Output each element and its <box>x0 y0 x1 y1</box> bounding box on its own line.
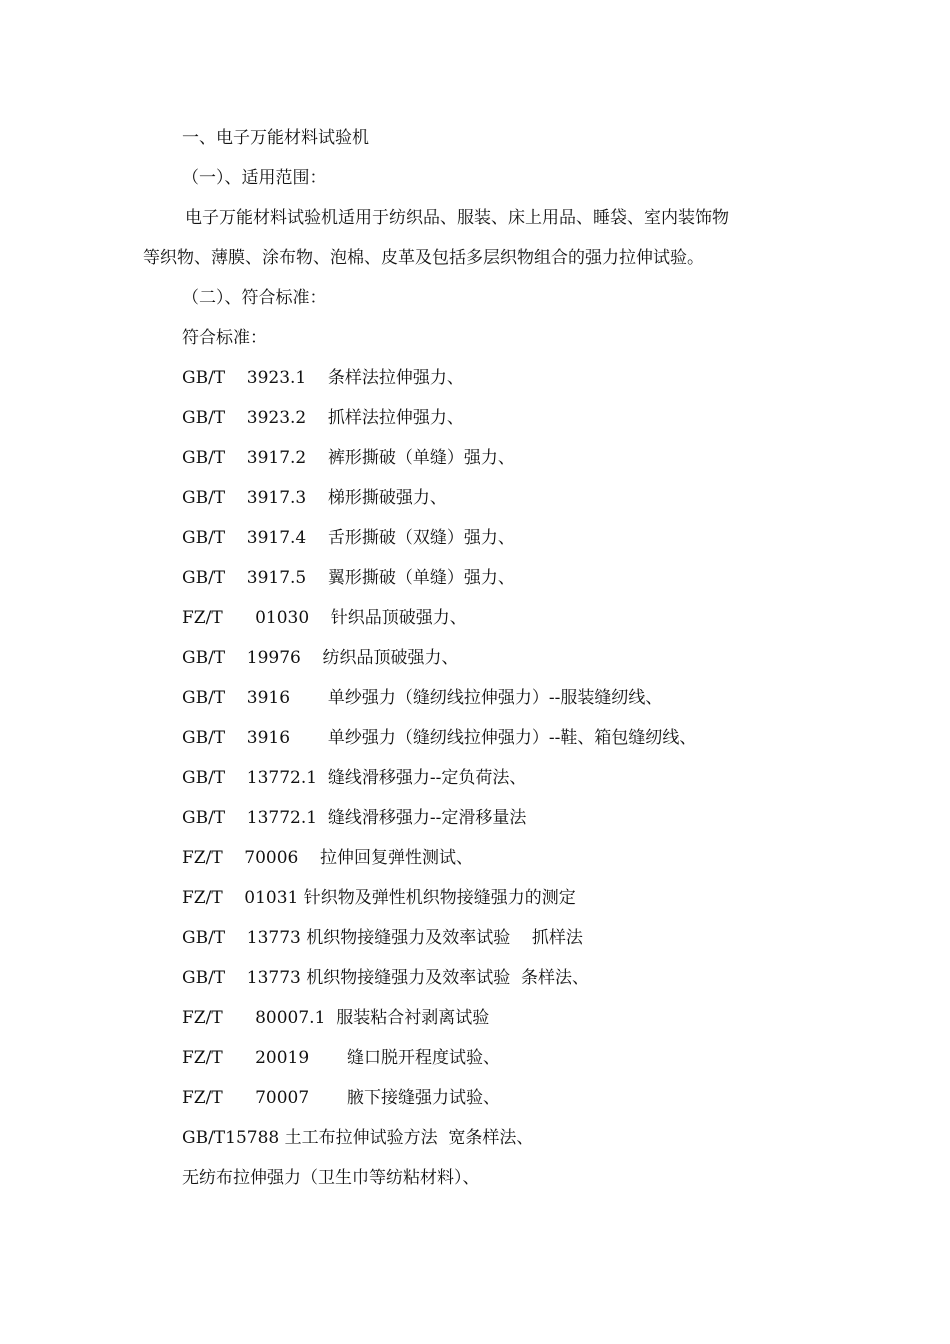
standard-item: GB/T 13772.1 缝线滑移强力--定负荷法、 <box>182 768 527 788</box>
standard-item: FZ/T 01030 针织品顶破强力、 <box>182 608 467 628</box>
standard-item: FZ/T 01031 针织物及弹性机织物接缝强力的测定 <box>182 888 576 908</box>
standard-item: FZ/T 70007 腋下接缝强力试验、 <box>182 1088 501 1108</box>
standard-item: GB/T 19976 纺织品顶破强力、 <box>182 648 459 668</box>
scope-title: （一）、适用范围： <box>182 168 327 188</box>
standard-item: GB/T 13773 机织物接缝强力及效率试验 条样法、 <box>182 968 590 988</box>
scope-paragraph-line-2: 等织物、薄膜、涂布物、泡棉、皮革及包括多层织物组合的强力拉伸试验。 <box>143 248 704 268</box>
standard-item: GB/T 3923.1 条样法拉伸强力、 <box>182 368 464 388</box>
standard-item: GB/T 13772.1 缝线滑移强力--定滑移量法 <box>182 808 527 828</box>
standard-item: GB/T 3923.2 抓样法拉伸强力、 <box>182 408 464 428</box>
standard-item: GB/T 3917.3 梯形撕破强力、 <box>182 488 447 508</box>
standard-item: GB/T15788 土工布拉伸试验方法 宽条样法、 <box>182 1128 534 1148</box>
standard-item: GB/T 3917.5 翼形撕破（单缝）强力、 <box>182 568 515 588</box>
standards-title: （二）、符合标准： <box>182 288 327 308</box>
standard-item: 无纺布拉伸强力（卫生巾等纺粘材料）、 <box>182 1168 480 1188</box>
section-heading: 一、电子万能材料试验机 <box>182 128 369 148</box>
standard-item: GB/T 3916 单纱强力（缝纫线拉伸强力）--服装缝纫线、 <box>182 688 663 708</box>
standard-item: GB/T 3917.2 裤形撕破（单缝）强力、 <box>182 448 515 468</box>
standard-item: GB/T 13773 机织物接缝强力及效率试验 抓样法 <box>182 928 583 948</box>
standard-item: FZ/T 80007.1 服装粘合衬剥离试验 <box>182 1008 490 1028</box>
standard-item: FZ/T 70006 拉伸回复弹性测试、 <box>182 848 473 868</box>
standard-item: FZ/T 20019 缝口脱开程度试验、 <box>182 1048 501 1068</box>
scope-paragraph-line-1: 电子万能材料试验机适用于纺织品、服装、床上用品、睡袋、室内装饰物 <box>185 208 729 228</box>
standard-item: GB/T 3916 单纱强力（缝纫线拉伸强力）--鞋、箱包缝纫线、 <box>182 728 697 748</box>
standard-item: GB/T 3917.4 舌形撕破（双缝）强力、 <box>182 528 515 548</box>
standards-subtitle: 符合标准： <box>182 328 267 348</box>
